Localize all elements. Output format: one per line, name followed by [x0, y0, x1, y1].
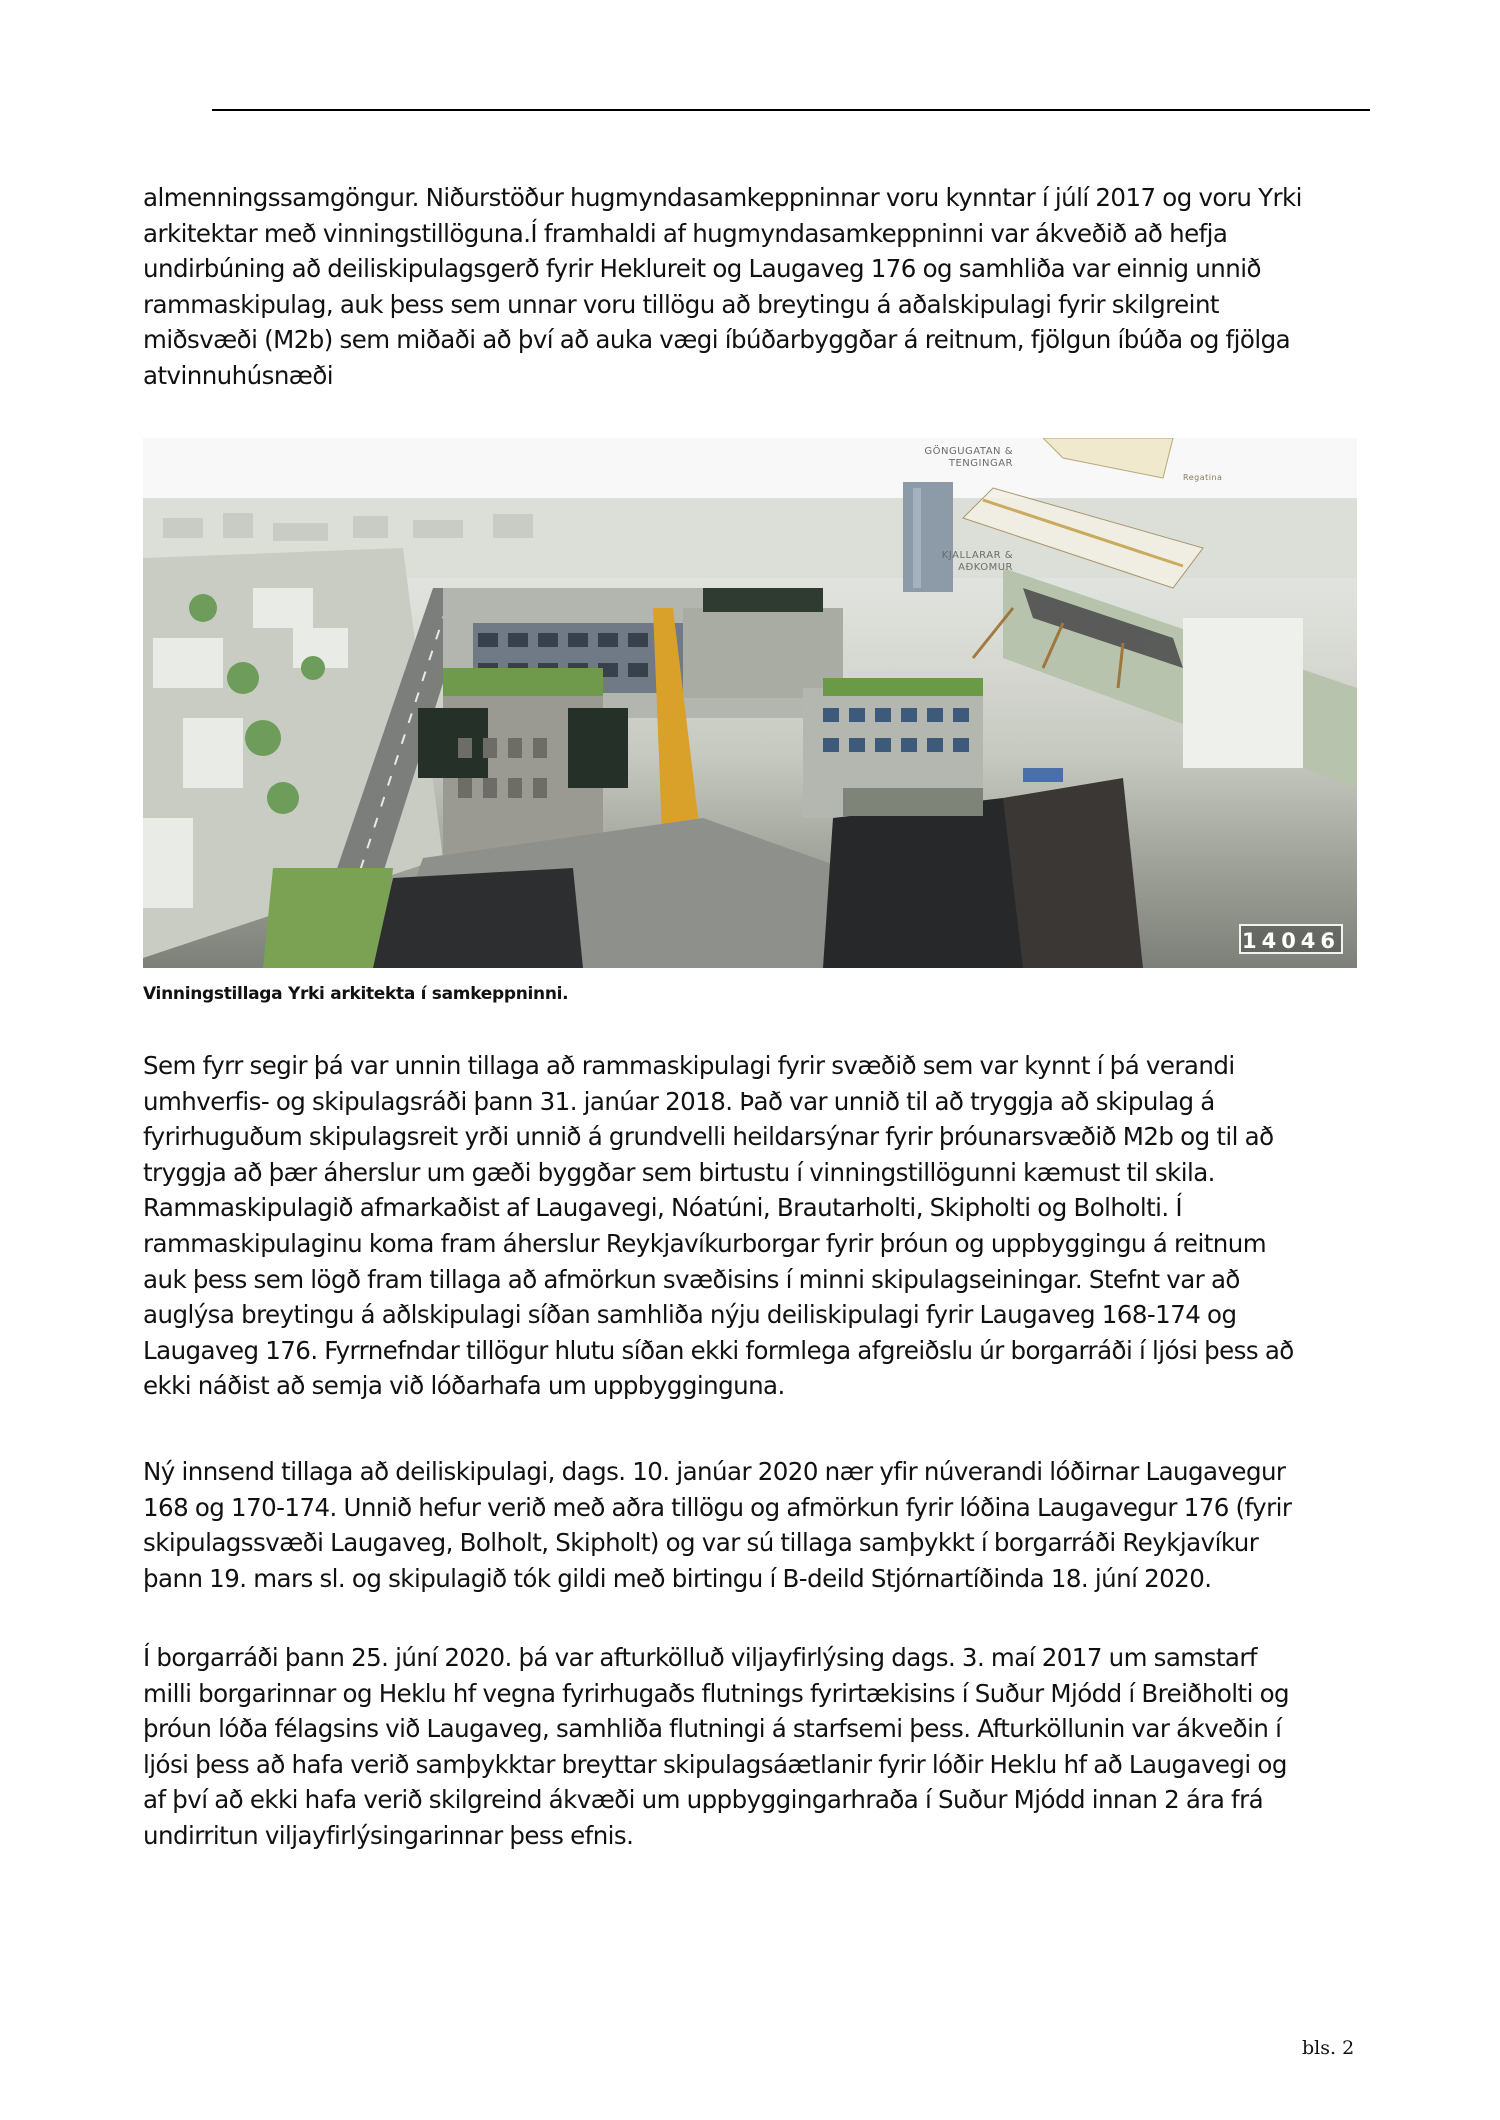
text-line: milli borgarinnar og Heklu hf vegna fyrirhugaðs flutnings fyrirtækisins í Suður Mjódd í Breiðholti og: [143, 1678, 1290, 1708]
aerial-city-rendering: [143, 438, 1357, 968]
text-line: undirritun viljayfirlýsingarinnar þess efnis.: [143, 1820, 634, 1850]
text-line: þann 19. mars sl. og skipulagið tók gildi með birtingu í B-deild Stjórnartíðinda 18. júní 2020.: [143, 1563, 1212, 1593]
text-line: miðsvæði (M2b) sem miðaði að því að auka vægi íbúðarbyggðar á reitnum, fjölgun íbúða og fjölga: [143, 325, 1291, 355]
header-rule: [212, 109, 1370, 111]
diagram-label-regatina: Regatina: [1183, 473, 1223, 482]
text-line: af því að ekki hafa verið skilgreind ákvæði um uppbyggingarhraða í Suður Mjódd innan 2 ára frá: [143, 1785, 1264, 1815]
text-line: tryggja að þær áherslur um gæði byggðar sem birtustu í vinningstillögunni kæmust til skila.: [143, 1157, 1215, 1187]
text-line: þróun lóða félagsins við Laugaveg, samhliða flutningi á starfsemi þess. Afturköllunin var ákveðin í: [143, 1714, 1282, 1744]
text-line: Ný innsend tillaga að deiliskipulagi, dags. 10. janúar 2020 nær yfir núverandi lóðirnar Laugavegur: [143, 1457, 1286, 1486]
paragraph-new-proposal: [143, 1454, 1383, 1596]
text-line: Í borgarráði þann 25. júní 2020. þá var afturkölluð viljayfirlýsing dags. 3. maí 2017 um samstarf: [143, 1643, 1257, 1672]
text-line: Laugaveg 176. Fyrrnefndar tillögur hlutu síðan ekki formlega afgreiðslu úr borgarráði í ljósi þess að: [143, 1335, 1294, 1365]
paragraph-framework-plan: [143, 1048, 1383, 1404]
text-line: rammaskipulaginu koma fram áherslur Reykjavíkurborgar fyrir þróun og uppbyggingu á reitnum: [143, 1228, 1267, 1258]
architectural-rendering-figure: [143, 438, 1357, 968]
text-line: ekki náðist að semja við lóðarhafa um uppbygginguna.: [143, 1371, 785, 1401]
diagram-label-kjallarar: KJALLARAR & AÐKOMUR: [941, 550, 1013, 573]
figure-caption: Vinningstillaga Yrki arkitekta í samkeppninni.: [143, 984, 569, 1004]
text-line: umhverfis- og skipulagsráði þann 31. janúar 2018. Það var unnið til að tryggja að skipulag á: [143, 1086, 1215, 1116]
page-number: bls. 2: [1302, 2037, 1355, 2059]
text-line: almenningssamgöngur. Niðurstöður hugmyndasamkeppninnar voru kynntar í júlí 2017 og voru Yrki: [143, 183, 1302, 212]
text-line: ljósi þess að hafa verið samþykktar breyttar skipulagsáætlanir fyrir lóðir Heklu hf að Laugavegi og: [143, 1749, 1287, 1779]
text-line: Rammaskipulagið afmarkaðist af Laugavegi, Nóatúni, Brautarholti, Skipholti og Bolholti. Í: [143, 1193, 1183, 1223]
text-line: arkitektar með vinningstillöguna.Í framhaldi af hugmyndasamkeppninni var ákveðið að hefja: [143, 218, 1228, 248]
diagram-label-gongugatan: GÖNGUGATAN & TENGINGAR: [924, 446, 1013, 469]
text-line: fyrirhuguðum skipulagsreit yrði unnið á grundvelli heildarsýnar fyrir þróunarsvæðið M2b og til að: [143, 1122, 1274, 1152]
entry-number-badge: 14046: [1239, 924, 1343, 954]
text-line: skipulagssvæði Laugaveg, Bolholt, Skipholt) og var sú tillaga samþykkt í borgarráði Reykjavíkur: [143, 1528, 1259, 1558]
text-line: rammaskipulag, auk þess sem unnar voru tillögu að breytingu á aðalskipulagi fyrir skilgreint: [143, 289, 1219, 319]
paragraph-city-council: [143, 1640, 1383, 1854]
text-line: undirbúning að deiliskipulagsgerð fyrir Heklureit og Laugaveg 176 og samhliða var einnig unnið: [143, 254, 1261, 284]
text-line: auglýsa breytingu á aðlskipulagi síðan samhliða nýju deiliskipulagi fyrir Laugaveg 168-174 og: [143, 1300, 1237, 1330]
text-line: Sem fyrr segir þá var unnin tillaga að rammaskipulagi fyrir svæðið sem var kynnt í þá verandi: [143, 1051, 1235, 1080]
text-line: atvinnuhúsnæði: [143, 360, 334, 390]
text-line: 168 og 170-174. Unnið hefur verið með aðra tillögu og afmörkun fyrir lóðina Laugavegur 176 (fyrir: [143, 1492, 1292, 1522]
paragraph-intro: [143, 180, 1383, 394]
text-line: auk þess sem lögð fram tillaga að afmörkun svæðisins í minni skipulagseiningar. Stefnt var að: [143, 1264, 1240, 1294]
